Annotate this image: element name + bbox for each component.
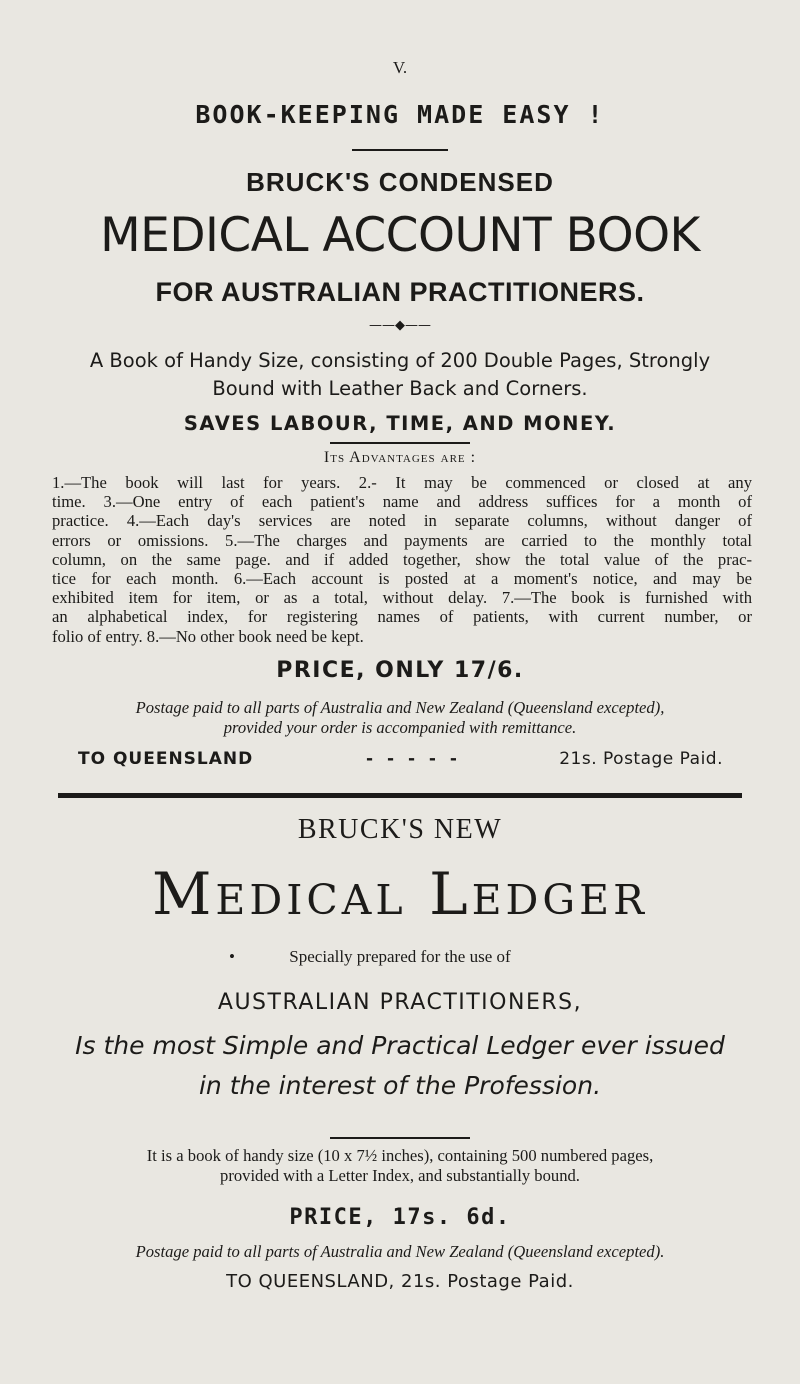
divider-short <box>352 149 448 151</box>
page-number: V. <box>392 58 408 77</box>
advantages-heading: Its Advantages are : <box>323 449 477 466</box>
ad1-subtitle: BRUCK'S CONDENSED <box>246 167 554 197</box>
ad2-heading: BRUCK'S NEW <box>297 814 503 845</box>
advantages-line: errors or omissions. 5.—The charges and payments are carried to the monthly total <box>52 530 752 550</box>
ad1-postage-line2: provided your order is accompanied with remittance. <box>223 718 577 737</box>
divider-short <box>330 442 470 444</box>
banner-heading: BOOK-KEEPING MADE EASY ! <box>195 100 605 129</box>
divider-short <box>330 1137 470 1139</box>
ad1-title: MEDICAL ACCOUNT BOOK <box>100 208 700 263</box>
advantages-line: time. 3.—One entry of each patient's name and address suffices for a month of <box>52 492 752 512</box>
ad1-price: PRICE, ONLY 17/6. <box>276 658 524 683</box>
ad1-description-line1: A Book of Handy Size, consisting of 200 Double Pages, Strongly <box>89 349 711 372</box>
queensland-line <box>78 749 723 773</box>
queensland-dashes: - - - - - <box>366 749 457 769</box>
advantages-line: tice for each month. 6.—Each account is posted at a moment's notice, and may be <box>52 568 752 588</box>
ad1-description-line2: Bound with Leather Back and Corners. <box>212 377 588 400</box>
advantages-line: practice. 4.—Each day's services are noted in separate columns, without danger of <box>52 511 752 531</box>
queensland-price: 21s. Postage Paid. <box>559 749 723 769</box>
ad2-postage: Postage paid to all parts of Australia and New Zealand (Queensland excepted). <box>135 1242 665 1261</box>
ad2-body-line2: provided with a Letter Index, and substantially bound. <box>220 1166 580 1185</box>
ad2-queensland: TO QUEENSLAND, 21s. Postage Paid. <box>226 1271 574 1292</box>
advantages-line: folio of entry. 8.—No other book need be kept. <box>52 626 364 646</box>
ad2-tagline-line2: in the interest of the Profession. <box>198 1071 602 1100</box>
advantages-paragraph <box>52 473 752 646</box>
ad2-audience: AUSTRALIAN PRACTITIONERS, <box>217 990 583 1015</box>
section-divider <box>58 793 742 798</box>
ornament-divider: ——◆—— <box>369 318 431 333</box>
ad1-subtitle2: FOR AUSTRALIAN PRACTITIONERS. <box>155 277 645 307</box>
ad2-body-line1: It is a book of handy size (10 x 7½ inches), containing 500 numbered pages, <box>146 1146 654 1165</box>
ad2-price: PRICE, 17s. 6d. <box>289 1205 511 1230</box>
advantages-line: an alphabetical index, for registering names of patients, with current number, or <box>52 607 752 627</box>
advantages-line: 1.—The book will last for years. 2.- It may be commenced or closed at any <box>52 473 752 492</box>
ad2-tagline-line1: Is the most Simple and Practical Ledger ever issued <box>75 1031 725 1060</box>
advantages-line: exhibited item for item, or as a total, without delay. 7.—The book is furnished with <box>52 588 752 608</box>
bullet-mark: • <box>229 947 235 966</box>
ad2-title: Medical Ledger <box>152 860 648 928</box>
queensland-label: TO QUEENSLAND <box>78 749 254 769</box>
ad1-postage-line1: Postage paid to all parts of Australia and New Zealand (Queensland excepted), <box>135 698 665 717</box>
ad1-saves-line: SAVES LABOUR, TIME, AND MONEY. <box>183 412 617 435</box>
ad2-specially-text: Specially prepared for the use of <box>289 947 511 966</box>
advantages-line: column, on the same page. and if added together, show the total value of the prac- <box>52 549 752 569</box>
ad2-specially <box>0 947 800 967</box>
